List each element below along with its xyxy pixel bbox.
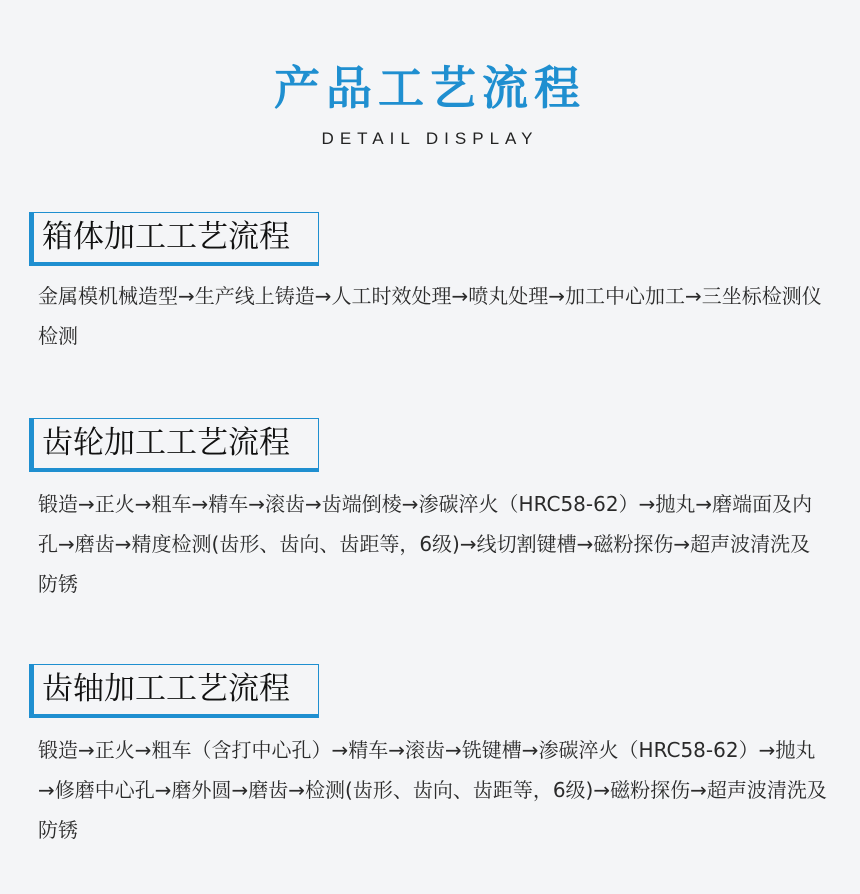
section-body: 锻造→正火→粗车（含打中心孔）→精车→滚齿→铣键槽→渗碳淬火（HRC58-62）→抛丸→修磨中心孔→磨外圆→磨齿→检测(齿形、齿向、齿距等，6级)→磁粉探伤→超声波清洗及防锈 (38, 738, 827, 842)
section-heading: 齿轴加工工艺流程 (42, 671, 290, 707)
page-subtitle: DETAIL DISPLAY (321, 129, 539, 148)
section-heading-box (29, 212, 319, 262)
section-heading-box (29, 418, 319, 468)
section-heading: 齿轮加工工艺流程 (42, 425, 290, 461)
section-heading-box (29, 664, 319, 714)
page-title: 产品工艺流程 (274, 61, 586, 115)
section-heading: 箱体加工工艺流程 (42, 219, 290, 255)
section-body: 金属模机械造型→生产线上铸造→人工时效处理→喷丸处理→加工中心加工→三坐标检测仪检测 (38, 284, 822, 348)
section-body: 锻造→正火→粗车→精车→滚齿→齿端倒棱→渗碳淬火（HRC58-62）→抛丸→磨端面及内孔→磨齿→精度检测(齿形、齿向、齿距等，6级)→线切割键槽→磁粉探伤→超声波清洗及防锈 (38, 492, 813, 596)
